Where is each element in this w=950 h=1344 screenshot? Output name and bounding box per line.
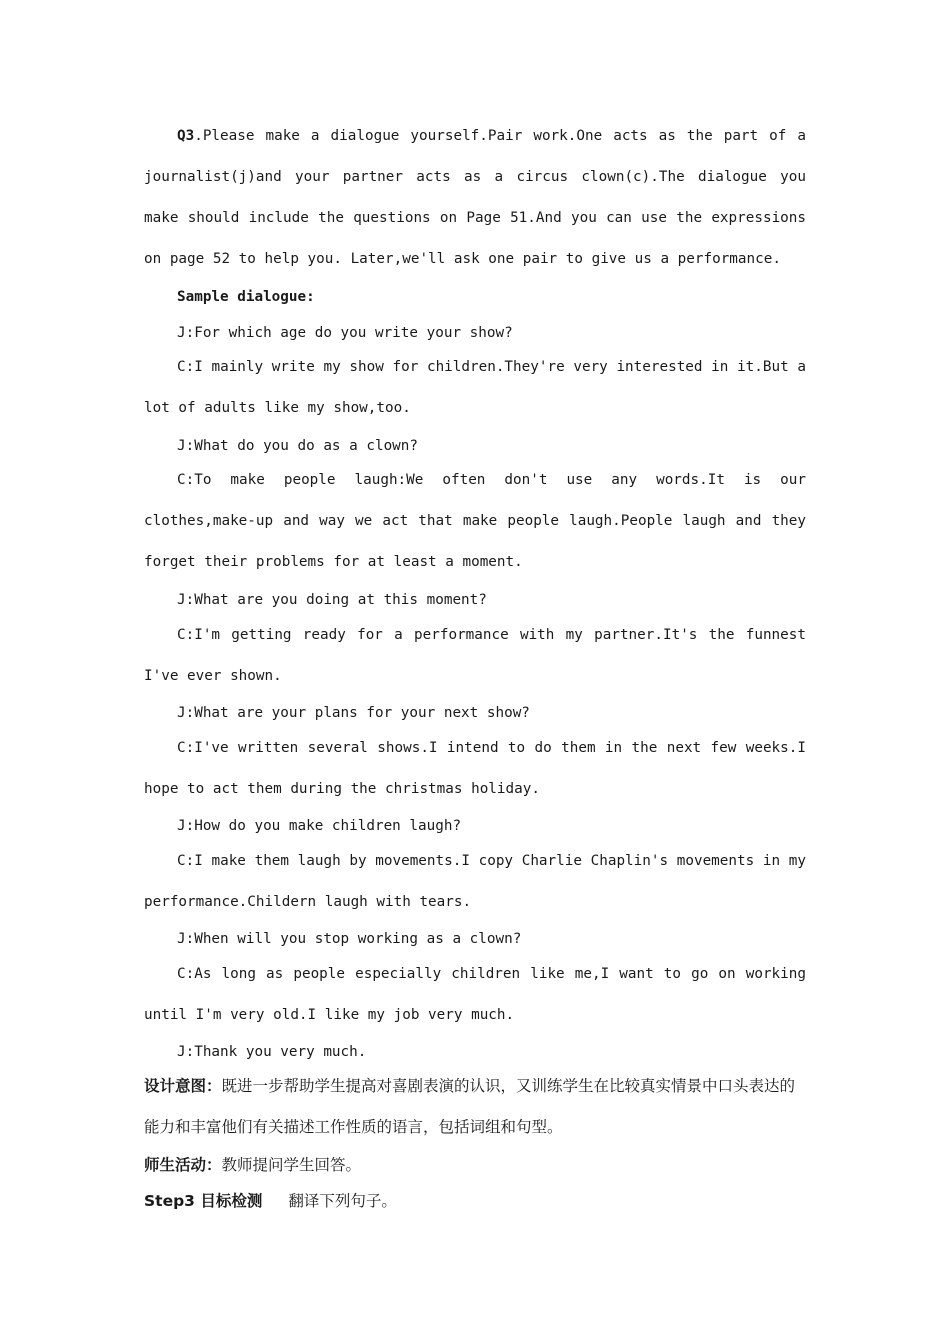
dialogue-line: J:What do you do as a clown? xyxy=(177,438,419,454)
dialogue-line: C:I make them laugh by movements.I copy Charlie Chaplin's movements in my performance.Childern laugh with tears. xyxy=(144,853,806,910)
activity-line xyxy=(144,1155,361,1175)
dialogue-line: J:What are you doing at this moment? xyxy=(177,592,487,608)
step3-label: Step3 目标检测 xyxy=(144,1192,263,1210)
design-intent-text: 既进一步帮助学生提高对喜剧表演的认识，又训练学生在比较真实情景中口头表达的能力和丰富他们有关描述工作性质的语言，包括词组和句型。 xyxy=(144,1077,796,1136)
design-intent-label: 设计意图： xyxy=(144,1077,222,1095)
dialogue-line: J:Thank you very much. xyxy=(177,1044,367,1060)
activity-text: 教师提问学生回答。 xyxy=(221,1156,362,1174)
dialogue-line: C:I'm getting ready for a performance with my partner.It's the funnest I've ever shown. xyxy=(144,627,806,684)
dialogue-line: C:To make people laugh:We often don't use any words.It is our clothes,make-up and way we act that make people laugh.People laugh and they forget their problems for at least a moment. xyxy=(144,472,806,570)
q3-text: .Please make a dialogue yourself.Pair work.One acts as the part of a journalist(j)and your partner acts as a circus clown(c).The dialogue you make should include the questions on Page 51.And you can use the expressions on page 52 to help you. Later,we'll ask one pair to give us a performance. xyxy=(144,128,806,267)
dialogue-line: J:For which age do you write your show? xyxy=(177,325,513,341)
sample-dialogue-heading: Sample dialogue: xyxy=(177,289,315,305)
dialogue-line: J:When will you stop working as a clown? xyxy=(177,931,522,947)
step3-text: 翻译下列句子。 xyxy=(288,1192,397,1210)
q3-paragraph xyxy=(144,116,806,280)
dialogue-line: C:As long as people especially children like me,I want to go on working until I'm very old.I like my job very much. xyxy=(144,966,806,1023)
dialogue-line: J:How do you make children laugh? xyxy=(177,818,462,834)
dialogue-line: C:I mainly write my show for children.They're very interested in it.But a lot of adults like my show,too. xyxy=(144,359,806,416)
step3-line xyxy=(144,1191,397,1211)
design-intent-paragraph xyxy=(144,1066,806,1148)
activity-label: 师生活动： xyxy=(144,1156,222,1174)
q3-label: Q3 xyxy=(177,128,195,144)
dialogue-line: C:I've written several shows.I intend to do them in the next few weeks.I hope to act them during the christmas holiday. xyxy=(144,740,806,797)
dialogue-line: J:What are your plans for your next show? xyxy=(177,705,530,721)
